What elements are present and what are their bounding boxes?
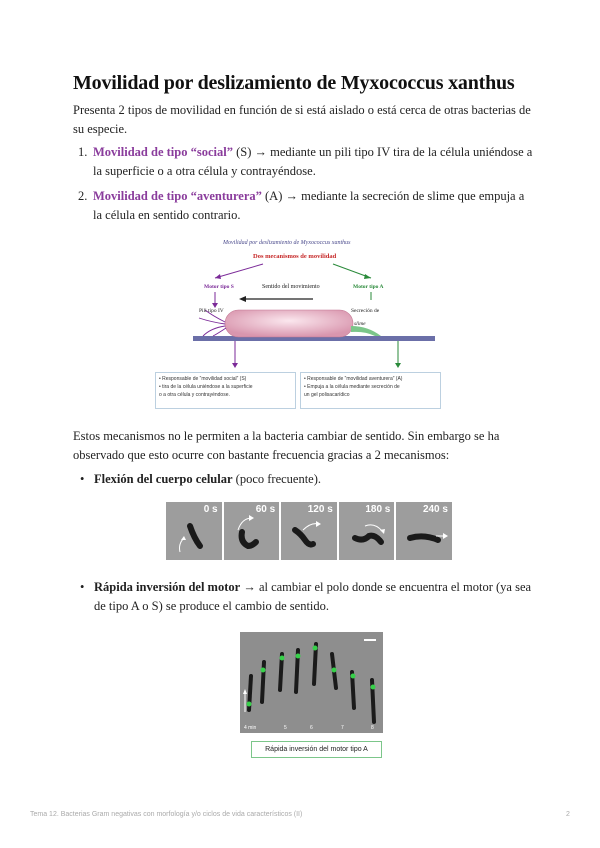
motility-diagram: [153, 236, 443, 410]
direction-label: Sentido del movimiento: [262, 284, 320, 290]
motility-types-list: [78, 143, 534, 231]
reversal-cells: [240, 632, 383, 733]
footer-text: Tema 12. Bacterias Gram negativas con morfología y/o ciclos de vida característicos (II): [30, 811, 303, 818]
time-label: 4 min: [244, 725, 257, 731]
motor-a-label: Motor tipo A: [353, 284, 384, 290]
bullet-dot: •: [80, 580, 85, 594]
diagram-subtitle: Dos mecanismos de movilidad: [253, 253, 337, 260]
box-line: • Responsable de “movilidad social” (S): [159, 376, 247, 382]
adventurous-code: (A): [261, 189, 283, 203]
bullet-dot: •: [80, 472, 85, 486]
box-line: o a otra célula y contrayéndose.: [159, 392, 230, 398]
bullet-text: (poco frecuente).: [232, 472, 322, 486]
page-title: Movilidad por deslizamiento de Myxococcus xanthus: [73, 72, 515, 94]
slime-label: slime: [354, 321, 366, 327]
frame-time: 0 s: [203, 504, 218, 515]
bullet-text: → al cambiar el polo donde se encuentra el motor (ya sea de tipo A o S) se produce el cambio de sentido.: [94, 580, 532, 613]
reversal-image: [240, 632, 383, 733]
timelapse-strip: [166, 502, 452, 560]
adventurous-info-box: [300, 372, 441, 409]
box-line: • Responsable de “movilidad aventurera” (A): [304, 376, 403, 382]
bullet-item: [80, 578, 534, 616]
bullet-item: [80, 470, 321, 489]
bullet-bold: Flexión del cuerpo celular: [94, 472, 233, 486]
secretion-label: Secreción de: [351, 308, 380, 314]
box-line: • tira de la célula uniéndose a la superficie: [159, 384, 253, 390]
bullet-bold: Rápida inversión del motor: [94, 580, 241, 594]
frame-time: 240 s: [422, 504, 448, 515]
time-label: 6: [310, 725, 313, 731]
timelapse-frame: [224, 502, 280, 560]
frame-time: 120 s: [307, 504, 333, 515]
list-number: 1.: [78, 145, 88, 159]
social-code: (S): [232, 145, 252, 159]
social-info-box: [155, 372, 296, 409]
social-description: → mediante un pili tipo IV tira de la célula uniéndose a la superficie o a otra célula y contrayéndose.: [93, 145, 533, 178]
list-number: 2.: [78, 189, 88, 203]
list-item: [78, 187, 534, 225]
intro-paragraph: Presenta 2 tipos de movilidad en función de si está aislado o está cerca de otras bacterias de su especie.: [73, 103, 531, 136]
box-line: un gel polisacarídico: [304, 392, 350, 398]
social-motility-label: Movilidad de tipo “social”: [93, 145, 233, 159]
timelapse-frame: [339, 502, 395, 560]
time-label: 7: [341, 725, 344, 731]
motor-s-label: Motor tipo S: [204, 284, 234, 290]
time-label: 5: [284, 725, 287, 731]
timelapse-frame: [396, 502, 452, 560]
frame-time: 180 s: [365, 504, 391, 515]
time-label: 8: [371, 725, 374, 731]
adventurous-description: → mediante la secreción de slime que empuja a la célula en sentido contrario.: [93, 189, 525, 222]
timelapse-frame: [281, 502, 337, 560]
adventurous-motility-label: Movilidad de tipo “aventurera”: [93, 189, 262, 203]
mechanisms-paragraph: Estos mecanismos no le permiten a la bacteria cambiar de sentido. Sin embargo se ha observado que esto ocurre con bastante frecuencia gracias a 2 mecanismos:: [73, 429, 500, 462]
diagram-header: Movilidad por deslizamiento de Myxococcus xanthus: [223, 240, 351, 246]
page-number: 2: [566, 811, 570, 818]
timelapse-frame: [166, 502, 222, 560]
frame-time: 60 s: [255, 504, 276, 515]
box-line: • Empuja a la célula mediante secreción de: [304, 384, 400, 390]
reversal-caption: Rápida inversión del motor tipo A: [251, 741, 382, 758]
list-item: [78, 143, 534, 181]
pili-label: Pili tipo IV: [199, 308, 224, 314]
